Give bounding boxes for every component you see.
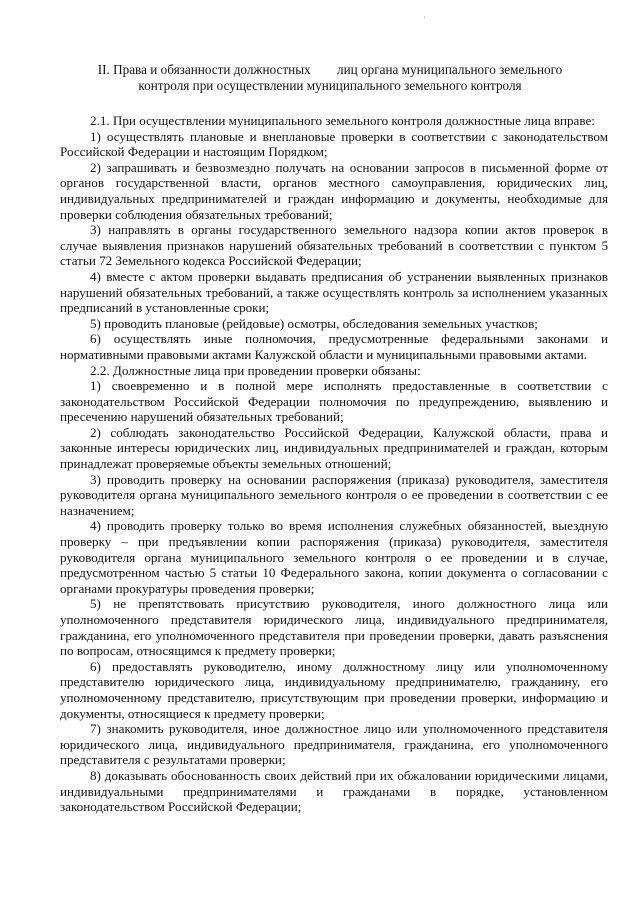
section-2-2-item-6: 6) предоставлять руководителю, иному должностному лицу или уполномоченному представителю юридического лица, индивидуальному предпринимателю, гражданину, его уполномоченному представителю, присутствующим при проведении проверки, информацию и документы, относящиеся к предмету проверки; (60, 658, 608, 721)
section-2-2-item-2: 2) соблюдать законодательство Российской Федерации, Калужской области, права и законные интересы юридических лиц, индивидуальных предпринимателей и граждан, которым принадлежат проверяемые объекты земельных отношений; (60, 424, 608, 472)
section-2-1-item-5: 5) проводить плановые (рейдовые) осмотры, обследования земельных участков; (90, 315, 538, 331)
section-2-1-item-6: 6) осуществлять иные полномочия, предусмотренные федеральными законами и нормативными правовыми актами Калужской области и муниципальными правовыми актами. (60, 331, 608, 362)
scan-speck: ' (424, 15, 426, 24)
section-2-1-item-4: 4) вместе с актом проверки выдавать предписания об устранении выявленных признаков нарушений обязательных требований, а также осуществлять контроль за исполнением указанных предписаний в установленные сроки; (60, 268, 608, 316)
document-body (60, 113, 608, 815)
section-2-2-intro: 2.2. Должностные лица при проведении проверки обязаны: (90, 362, 421, 378)
section-2-2-item-7: 7) знакомить руководителя, иное должностное лицо или уполномоченного представителя юридического лица, индивидуального предпринимателя, гражданина, его уполномоченного представителя с результатами проверки; (60, 721, 608, 768)
section-heading (60, 62, 600, 93)
section-2-1-item-1: 1) осуществлять плановые и внеплановые проверки в соответствии с законодательством Российской Федерации и настоящим Порядком; (60, 128, 608, 160)
section-2-2-item-4: 4) проводить проверку только во время исполнения служебных обязанностей, выездную проверку – при предъявлении копии распоряжения (приказа) руководителя, заместителя руководителя органа муниципального земельного контроля о ее проведении и в случае, предусмотренном частью 5 статьи 10 Федерального закона, копии документа о согласовании с органами прокуратуры проведения проверки; (60, 518, 608, 596)
section-2-1-item-3: 3) направлять в органы государственного земельного надзора копии актов проверок в случае выявления признаков нарушений обязательных требований в соответствии с пунктом 5 статьи 72 Земельного кодекса Российской Федерации; (60, 222, 608, 269)
section-2-1-intro: 2.1. При осуществлении муниципального земельного контроля должностные лица вправе: (90, 113, 595, 128)
section-2-1-item-2: 2) запрашивать и безвозмездно получать на основании запросов в письменной форме от органов государственной власти, органов местного самоуправления, юридических лиц, индивидуальных предпринимателей и граждан информацию и документы, необходимые для проверки соблюдения обязательных требований; (60, 159, 608, 222)
section-2-2-item-5: 5) не препятствовать присутствию руководителя, иного должностного лица или уполномоченного представителя юридического лица, индивидуального предпринимателя, гражданина, его уполномоченного представителя при проведении проверки, давать разъяснения по вопросам, относящимся к предмету проверки; (60, 596, 608, 659)
section-2-2-item-1: 1) своевременно и в полной мере исполнять предоставленные в соответствии с законодательством Российской Федерации полномочия по предупреждению, выявлению и пресечению нарушений обязательных требований; (60, 378, 608, 425)
heading-line-1: II. Права и обязанности должностных лиц органа муниципального земельного (97, 62, 563, 77)
section-2-2-item-3: 3) проводить проверку на основании распоряжения (приказа) руководителя, заместителя руководителя органа муниципального земельного контроля о ее проведении в соответствии с ее назначением; (60, 471, 608, 518)
heading-line-2: контроля при осуществлении муниципального земельного контроля (138, 77, 522, 93)
section-2-2-item-8: 8) доказывать обоснованность своих действий при их обжаловании юридическими лицами, индивидуальными предпринимателями и гражданами в порядке, установленном законодательством Российской Федерации; (60, 767, 608, 815)
